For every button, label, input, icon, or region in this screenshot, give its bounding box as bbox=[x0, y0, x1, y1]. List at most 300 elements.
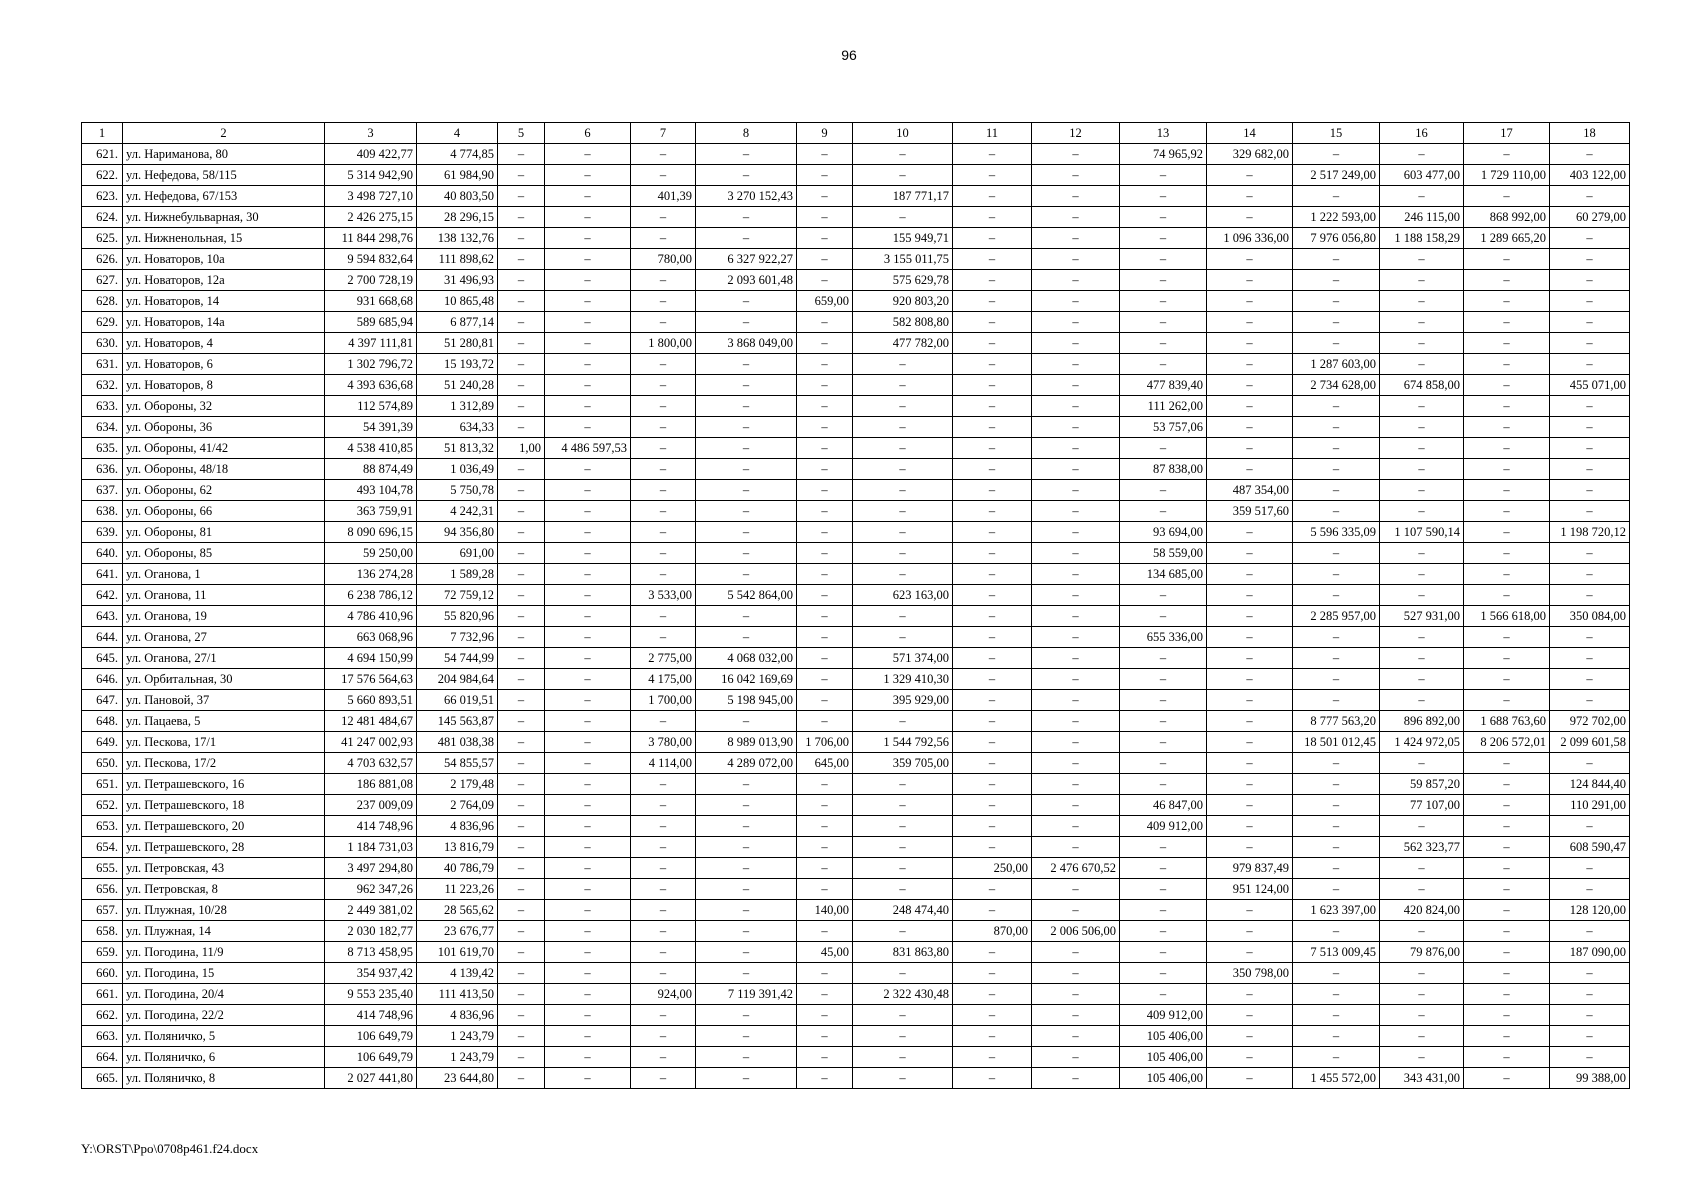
value-cell: – bbox=[1550, 1026, 1630, 1047]
value-cell: – bbox=[1464, 921, 1550, 942]
value-cell: – bbox=[797, 165, 853, 186]
value-cell: – bbox=[1550, 291, 1630, 312]
value-cell: 128 120,00 bbox=[1550, 900, 1630, 921]
value-cell: 395 929,00 bbox=[853, 690, 953, 711]
value-cell: – bbox=[631, 144, 696, 165]
value-cell: – bbox=[1207, 774, 1293, 795]
value-cell: 1 222 593,00 bbox=[1293, 207, 1380, 228]
address-cell: ул. Петрашевского, 20 bbox=[123, 816, 325, 837]
value-cell: – bbox=[1550, 1005, 1630, 1026]
value-cell: – bbox=[545, 774, 631, 795]
value-cell: – bbox=[545, 1026, 631, 1047]
value-cell: 562 323,77 bbox=[1380, 837, 1464, 858]
value-cell: 4 068 032,00 bbox=[696, 648, 797, 669]
value-cell: – bbox=[1464, 837, 1550, 858]
value-cell: – bbox=[797, 270, 853, 291]
value-cell: 972 702,00 bbox=[1550, 711, 1630, 732]
value-cell: 409 912,00 bbox=[1120, 1005, 1207, 1026]
value-cell: 106 649,79 bbox=[325, 1026, 417, 1047]
table-row bbox=[82, 648, 1630, 669]
value-cell: – bbox=[1293, 312, 1380, 333]
value-cell: – bbox=[545, 417, 631, 438]
value-cell: – bbox=[1032, 354, 1120, 375]
value-cell: – bbox=[1464, 984, 1550, 1005]
value-cell: – bbox=[1380, 858, 1464, 879]
value-cell: – bbox=[1380, 396, 1464, 417]
table-row bbox=[82, 270, 1630, 291]
row-number-cell: 625. bbox=[82, 228, 123, 249]
value-cell: – bbox=[953, 606, 1032, 627]
value-cell: – bbox=[1032, 522, 1120, 543]
row-number-cell: 637. bbox=[82, 480, 123, 501]
value-cell: – bbox=[1550, 333, 1630, 354]
table-row bbox=[82, 165, 1630, 186]
value-cell: – bbox=[696, 627, 797, 648]
column-header: 7 bbox=[631, 123, 696, 144]
row-number-cell: 626. bbox=[82, 249, 123, 270]
value-cell: – bbox=[498, 732, 545, 753]
value-cell: – bbox=[1380, 186, 1464, 207]
value-cell: – bbox=[1550, 984, 1630, 1005]
value-cell: 634,33 bbox=[417, 417, 498, 438]
value-cell: 527 931,00 bbox=[1380, 606, 1464, 627]
value-cell: 105 406,00 bbox=[1120, 1068, 1207, 1089]
value-cell: 237 009,09 bbox=[325, 795, 417, 816]
table-row bbox=[82, 900, 1630, 921]
value-cell: – bbox=[797, 1047, 853, 1068]
value-cell: – bbox=[631, 942, 696, 963]
value-cell: – bbox=[1550, 270, 1630, 291]
value-cell: 51 813,32 bbox=[417, 438, 498, 459]
row-number-cell: 621. bbox=[82, 144, 123, 165]
address-cell: ул. Новаторов, 8 bbox=[123, 375, 325, 396]
value-cell: – bbox=[953, 396, 1032, 417]
value-cell: – bbox=[1207, 984, 1293, 1005]
row-number-cell: 656. bbox=[82, 879, 123, 900]
value-cell: – bbox=[1207, 711, 1293, 732]
value-cell: – bbox=[797, 690, 853, 711]
value-cell: – bbox=[545, 606, 631, 627]
value-cell: – bbox=[696, 1005, 797, 1026]
value-cell: 28 565,62 bbox=[417, 900, 498, 921]
value-cell: – bbox=[1120, 921, 1207, 942]
value-cell: – bbox=[1032, 165, 1120, 186]
value-cell: – bbox=[953, 501, 1032, 522]
value-cell: 1 706,00 bbox=[797, 732, 853, 753]
value-cell: – bbox=[631, 606, 696, 627]
value-cell: – bbox=[631, 459, 696, 480]
row-number-cell: 649. bbox=[82, 732, 123, 753]
table-row bbox=[82, 732, 1630, 753]
value-cell: 4 393 636,68 bbox=[325, 375, 417, 396]
table-row bbox=[82, 816, 1630, 837]
value-cell: – bbox=[1032, 396, 1120, 417]
value-cell: – bbox=[853, 963, 953, 984]
address-cell: ул. Оганова, 11 bbox=[123, 585, 325, 606]
value-cell: – bbox=[631, 522, 696, 543]
value-cell: – bbox=[1207, 606, 1293, 627]
value-cell: – bbox=[1207, 207, 1293, 228]
value-cell: – bbox=[1380, 459, 1464, 480]
value-cell: – bbox=[953, 669, 1032, 690]
value-cell: – bbox=[1293, 291, 1380, 312]
address-cell: ул. Погодина, 11/9 bbox=[123, 942, 325, 963]
address-cell: ул. Обороны, 36 bbox=[123, 417, 325, 438]
value-cell: – bbox=[1032, 417, 1120, 438]
value-cell: 28 296,15 bbox=[417, 207, 498, 228]
value-cell: – bbox=[631, 165, 696, 186]
value-cell: – bbox=[696, 942, 797, 963]
value-cell: – bbox=[498, 291, 545, 312]
value-cell: 4 703 632,57 bbox=[325, 753, 417, 774]
value-cell: – bbox=[1550, 354, 1630, 375]
value-cell: 831 863,80 bbox=[853, 942, 953, 963]
value-cell: – bbox=[853, 1068, 953, 1089]
column-header: 16 bbox=[1380, 123, 1464, 144]
value-cell: 51 240,28 bbox=[417, 375, 498, 396]
value-cell: – bbox=[1207, 291, 1293, 312]
value-cell: – bbox=[1120, 207, 1207, 228]
table-row bbox=[82, 480, 1630, 501]
value-cell: – bbox=[953, 984, 1032, 1005]
value-cell: – bbox=[498, 921, 545, 942]
value-cell: – bbox=[797, 816, 853, 837]
value-cell: 6 877,14 bbox=[417, 312, 498, 333]
value-cell: – bbox=[1293, 963, 1380, 984]
value-cell: 46 847,00 bbox=[1120, 795, 1207, 816]
value-cell: 414 748,96 bbox=[325, 1005, 417, 1026]
value-cell: – bbox=[631, 291, 696, 312]
value-cell: 1 188 158,29 bbox=[1380, 228, 1464, 249]
value-cell: – bbox=[1464, 879, 1550, 900]
value-cell: – bbox=[1550, 312, 1630, 333]
value-cell: – bbox=[1464, 501, 1550, 522]
value-cell: 363 759,91 bbox=[325, 501, 417, 522]
value-cell: – bbox=[545, 291, 631, 312]
value-cell: – bbox=[797, 333, 853, 354]
value-cell: – bbox=[1207, 816, 1293, 837]
value-cell: 868 992,00 bbox=[1464, 207, 1550, 228]
value-cell: – bbox=[1464, 753, 1550, 774]
value-cell: – bbox=[696, 1068, 797, 1089]
value-cell: – bbox=[545, 753, 631, 774]
row-number-cell: 665. bbox=[82, 1068, 123, 1089]
value-cell: – bbox=[797, 627, 853, 648]
value-cell: – bbox=[631, 228, 696, 249]
value-cell: – bbox=[696, 165, 797, 186]
value-cell: – bbox=[631, 480, 696, 501]
value-cell: – bbox=[1550, 1047, 1630, 1068]
value-cell: – bbox=[1550, 627, 1630, 648]
value-cell: 111 262,00 bbox=[1120, 396, 1207, 417]
value-cell: – bbox=[696, 480, 797, 501]
value-cell: – bbox=[1464, 900, 1550, 921]
value-cell: – bbox=[1032, 795, 1120, 816]
value-cell: – bbox=[953, 963, 1032, 984]
value-cell: 655 336,00 bbox=[1120, 627, 1207, 648]
value-cell: 155 949,71 bbox=[853, 228, 953, 249]
address-cell: ул. Оганова, 27/1 bbox=[123, 648, 325, 669]
table-row bbox=[82, 690, 1630, 711]
value-cell: 1 455 572,00 bbox=[1293, 1068, 1380, 1089]
value-cell: – bbox=[545, 984, 631, 1005]
table-row bbox=[82, 795, 1630, 816]
value-cell: – bbox=[1293, 1047, 1380, 1068]
value-cell: – bbox=[1120, 900, 1207, 921]
value-cell: 3 498 727,10 bbox=[325, 186, 417, 207]
table-row bbox=[82, 501, 1630, 522]
value-cell: – bbox=[1032, 963, 1120, 984]
value-cell: – bbox=[953, 249, 1032, 270]
value-cell: – bbox=[1380, 879, 1464, 900]
value-cell: – bbox=[498, 900, 545, 921]
value-cell: – bbox=[1380, 627, 1464, 648]
value-cell: – bbox=[1293, 333, 1380, 354]
value-cell: – bbox=[853, 564, 953, 585]
table-row bbox=[82, 711, 1630, 732]
value-cell: – bbox=[953, 186, 1032, 207]
value-cell: – bbox=[953, 417, 1032, 438]
value-cell: 5 198 945,00 bbox=[696, 690, 797, 711]
value-cell: – bbox=[1120, 312, 1207, 333]
value-cell: – bbox=[1464, 1047, 1550, 1068]
value-cell: – bbox=[797, 501, 853, 522]
value-cell: – bbox=[1464, 459, 1550, 480]
value-cell: – bbox=[1032, 375, 1120, 396]
value-cell: – bbox=[696, 543, 797, 564]
value-cell: – bbox=[696, 228, 797, 249]
value-cell: 2 764,09 bbox=[417, 795, 498, 816]
value-cell: 979 837,49 bbox=[1207, 858, 1293, 879]
value-cell: – bbox=[1293, 921, 1380, 942]
row-number-cell: 658. bbox=[82, 921, 123, 942]
value-cell: 2 093 601,48 bbox=[696, 270, 797, 291]
value-cell: – bbox=[498, 564, 545, 585]
table-row bbox=[82, 417, 1630, 438]
value-cell: – bbox=[696, 291, 797, 312]
value-cell: – bbox=[498, 1047, 545, 1068]
value-cell: 4 139,42 bbox=[417, 963, 498, 984]
value-cell: 924,00 bbox=[631, 984, 696, 1005]
address-cell: ул. Пескова, 17/2 bbox=[123, 753, 325, 774]
value-cell: – bbox=[1550, 564, 1630, 585]
value-cell: – bbox=[953, 732, 1032, 753]
value-cell: – bbox=[545, 543, 631, 564]
value-cell: – bbox=[1207, 942, 1293, 963]
value-cell: – bbox=[498, 270, 545, 291]
address-cell: ул. Новаторов, 10а bbox=[123, 249, 325, 270]
address-cell: ул. Обороны, 62 bbox=[123, 480, 325, 501]
value-cell: 5 596 335,09 bbox=[1293, 522, 1380, 543]
value-cell: 111 413,50 bbox=[417, 984, 498, 1005]
value-cell: – bbox=[1464, 312, 1550, 333]
value-cell: 2 322 430,48 bbox=[853, 984, 953, 1005]
value-cell: – bbox=[797, 417, 853, 438]
value-cell: – bbox=[853, 1005, 953, 1026]
column-header: 11 bbox=[953, 123, 1032, 144]
value-cell: 575 629,78 bbox=[853, 270, 953, 291]
row-number-cell: 645. bbox=[82, 648, 123, 669]
value-cell: – bbox=[1120, 711, 1207, 732]
value-cell: – bbox=[953, 942, 1032, 963]
value-cell: – bbox=[1032, 312, 1120, 333]
value-cell: – bbox=[797, 186, 853, 207]
value-cell: – bbox=[953, 375, 1032, 396]
value-cell: – bbox=[853, 417, 953, 438]
value-cell: – bbox=[1293, 459, 1380, 480]
value-cell: – bbox=[1380, 669, 1464, 690]
table-row bbox=[82, 186, 1630, 207]
value-cell: – bbox=[631, 858, 696, 879]
value-cell: – bbox=[545, 144, 631, 165]
value-cell: – bbox=[498, 228, 545, 249]
value-cell: 582 808,80 bbox=[853, 312, 953, 333]
value-cell: – bbox=[797, 963, 853, 984]
value-cell: – bbox=[1032, 606, 1120, 627]
value-cell: – bbox=[631, 543, 696, 564]
value-cell: – bbox=[631, 879, 696, 900]
value-cell: – bbox=[1032, 837, 1120, 858]
table-row bbox=[82, 753, 1630, 774]
address-cell: ул. Новаторов, 4 bbox=[123, 333, 325, 354]
value-cell: 5 750,78 bbox=[417, 480, 498, 501]
value-cell: – bbox=[498, 879, 545, 900]
value-cell: – bbox=[498, 522, 545, 543]
value-cell: – bbox=[545, 690, 631, 711]
column-header: 17 bbox=[1464, 123, 1550, 144]
value-cell: – bbox=[1550, 396, 1630, 417]
value-cell: – bbox=[498, 396, 545, 417]
value-cell: – bbox=[545, 165, 631, 186]
value-cell: – bbox=[631, 774, 696, 795]
value-cell: 2 700 728,19 bbox=[325, 270, 417, 291]
value-cell: – bbox=[1032, 291, 1120, 312]
row-number-cell: 639. bbox=[82, 522, 123, 543]
value-cell: – bbox=[696, 879, 797, 900]
value-cell: – bbox=[1293, 417, 1380, 438]
column-header: 9 bbox=[797, 123, 853, 144]
value-cell: 40 786,79 bbox=[417, 858, 498, 879]
value-cell: – bbox=[1032, 669, 1120, 690]
value-cell: – bbox=[1207, 669, 1293, 690]
address-cell: ул. Обороны, 85 bbox=[123, 543, 325, 564]
value-cell: – bbox=[498, 984, 545, 1005]
address-cell: ул. Нижнебульварная, 30 bbox=[123, 207, 325, 228]
value-cell: 2 179,48 bbox=[417, 774, 498, 795]
table-body bbox=[82, 144, 1630, 1089]
address-cell: ул. Орбитальная, 30 bbox=[123, 669, 325, 690]
value-cell: 1 729 110,00 bbox=[1464, 165, 1550, 186]
value-cell: – bbox=[1120, 837, 1207, 858]
value-cell: – bbox=[1293, 501, 1380, 522]
value-cell: – bbox=[1380, 333, 1464, 354]
value-cell: – bbox=[853, 207, 953, 228]
value-cell: – bbox=[498, 837, 545, 858]
value-cell: 2 734 628,00 bbox=[1293, 375, 1380, 396]
value-cell: – bbox=[545, 1047, 631, 1068]
address-cell: ул. Плужная, 14 bbox=[123, 921, 325, 942]
value-cell: – bbox=[853, 459, 953, 480]
value-cell: 187 771,17 bbox=[853, 186, 953, 207]
value-cell: – bbox=[797, 1026, 853, 1047]
value-cell: – bbox=[1464, 522, 1550, 543]
value-cell: 477 782,00 bbox=[853, 333, 953, 354]
value-cell: – bbox=[1032, 1068, 1120, 1089]
value-cell: 608 590,47 bbox=[1550, 837, 1630, 858]
value-cell: 4 538 410,85 bbox=[325, 438, 417, 459]
value-cell: – bbox=[1120, 333, 1207, 354]
value-cell: 659,00 bbox=[797, 291, 853, 312]
value-cell: 77 107,00 bbox=[1380, 795, 1464, 816]
address-cell: ул. Поляничко, 8 bbox=[123, 1068, 325, 1089]
value-cell: 66 019,51 bbox=[417, 690, 498, 711]
value-cell: – bbox=[1207, 732, 1293, 753]
value-cell: – bbox=[1207, 921, 1293, 942]
value-cell: – bbox=[696, 438, 797, 459]
value-cell: – bbox=[545, 1005, 631, 1026]
value-cell: 8 777 563,20 bbox=[1293, 711, 1380, 732]
value-cell: – bbox=[1032, 459, 1120, 480]
value-cell: – bbox=[1293, 795, 1380, 816]
value-cell: – bbox=[1380, 501, 1464, 522]
value-cell: 3 868 049,00 bbox=[696, 333, 797, 354]
value-cell: – bbox=[1293, 1005, 1380, 1026]
value-cell: 409 422,77 bbox=[325, 144, 417, 165]
value-cell: – bbox=[631, 921, 696, 942]
value-cell: 79 876,00 bbox=[1380, 942, 1464, 963]
value-cell: – bbox=[853, 627, 953, 648]
address-cell: ул. Новаторов, 14а bbox=[123, 312, 325, 333]
value-cell: – bbox=[498, 585, 545, 606]
value-cell: – bbox=[953, 333, 1032, 354]
value-cell: – bbox=[1380, 417, 1464, 438]
value-cell: – bbox=[797, 564, 853, 585]
value-cell: – bbox=[1207, 1005, 1293, 1026]
value-cell: – bbox=[1120, 606, 1207, 627]
address-cell: ул. Обороны, 48/18 bbox=[123, 459, 325, 480]
value-cell: – bbox=[1380, 1047, 1464, 1068]
address-cell: ул. Нижненольная, 15 bbox=[123, 228, 325, 249]
value-cell: – bbox=[1032, 501, 1120, 522]
value-cell: – bbox=[1032, 732, 1120, 753]
value-cell: – bbox=[1464, 543, 1550, 564]
value-cell: – bbox=[498, 963, 545, 984]
value-cell: – bbox=[545, 333, 631, 354]
row-number-cell: 633. bbox=[82, 396, 123, 417]
value-cell: – bbox=[545, 963, 631, 984]
value-cell: – bbox=[1380, 312, 1464, 333]
row-number-cell: 636. bbox=[82, 459, 123, 480]
row-number-cell: 638. bbox=[82, 501, 123, 522]
value-cell: – bbox=[1550, 648, 1630, 669]
table-row bbox=[82, 291, 1630, 312]
value-cell: 1 302 796,72 bbox=[325, 354, 417, 375]
value-cell: – bbox=[1032, 1026, 1120, 1047]
value-cell: 7 976 056,80 bbox=[1293, 228, 1380, 249]
value-cell: – bbox=[1464, 249, 1550, 270]
value-cell: 187 090,00 bbox=[1550, 942, 1630, 963]
value-cell: – bbox=[1464, 648, 1550, 669]
value-cell: – bbox=[545, 837, 631, 858]
value-cell: – bbox=[1380, 690, 1464, 711]
row-number-cell: 634. bbox=[82, 417, 123, 438]
value-cell: 1 589,28 bbox=[417, 564, 498, 585]
value-cell: – bbox=[953, 837, 1032, 858]
address-cell: ул. Новаторов, 12а bbox=[123, 270, 325, 291]
value-cell: – bbox=[1207, 249, 1293, 270]
value-cell: – bbox=[1032, 879, 1120, 900]
value-cell: – bbox=[797, 207, 853, 228]
